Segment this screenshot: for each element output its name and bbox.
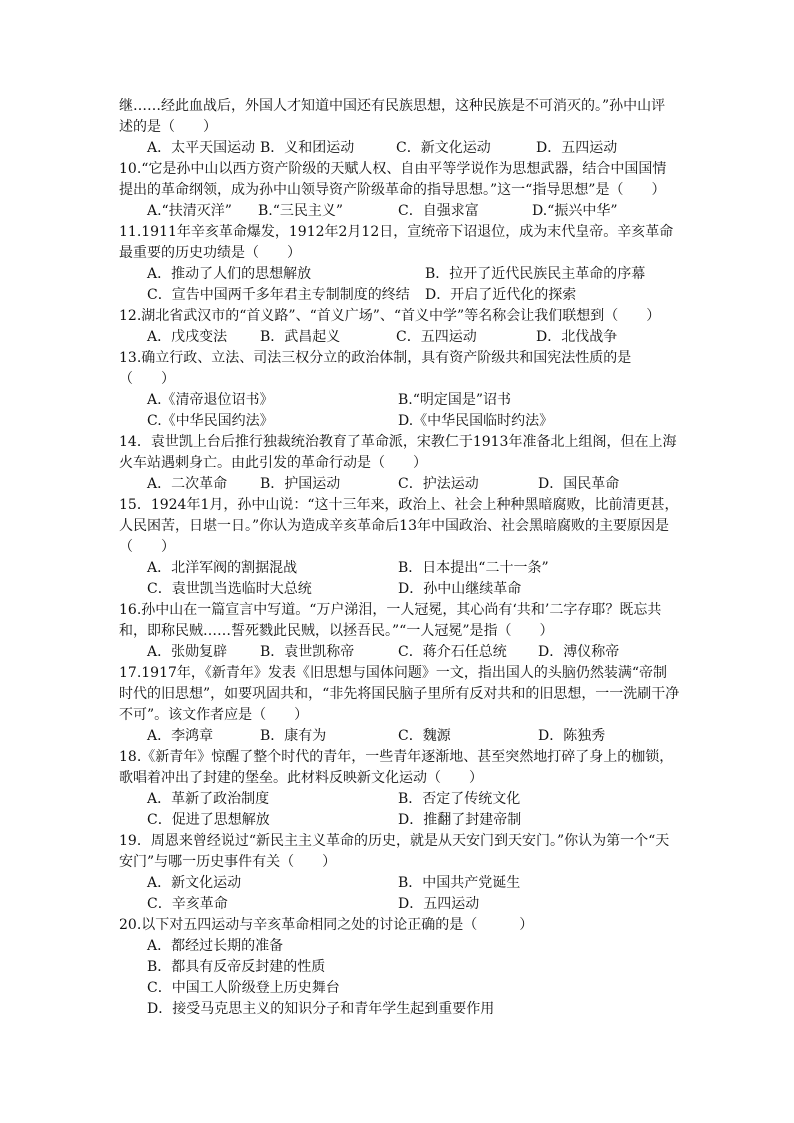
option: B.“明定国是”诏书 xyxy=(398,392,512,408)
text-line: （ ） xyxy=(119,539,175,555)
option: C．魏源 xyxy=(398,728,451,744)
option: A.“扶清灭洋” xyxy=(147,203,232,219)
option: D．北伐战争 xyxy=(536,329,618,345)
option: B．袁世凯称帝 xyxy=(260,644,355,660)
text-line: 歌唱着冲出了封建的堡垒。此材料反映新文化运动（ ） xyxy=(119,770,483,786)
option: A.《清帝退位诏书》 xyxy=(147,392,274,408)
option: A．戊戌变法 xyxy=(147,329,228,345)
option: B．中国共产党诞生 xyxy=(398,875,521,891)
option: D．五四运动 xyxy=(536,140,618,156)
option: B．日本提出“二十一条” xyxy=(398,560,549,576)
option: B．武昌起义 xyxy=(260,329,341,345)
option: D．五四运动 xyxy=(398,896,480,912)
option: A．推动了人们的思想解放 xyxy=(147,266,312,282)
option: C．新文化运动 xyxy=(396,140,491,156)
question-19: 19．周恩来曾经说过“新民主主义革命的历史，就是从天安门到天安门。”你认为第一个“天 xyxy=(119,833,670,849)
option: D．推翻了封建帝制 xyxy=(398,812,522,828)
option: A．都经过长期的准备 xyxy=(147,938,284,954)
question-18: 18.《新青年》惊醒了整个时代的青年，一些青年逐渐地、甚至突然地打碎了身上的枷锁， xyxy=(119,749,674,765)
text-line: 最重要的历史功绩是（ ） xyxy=(119,245,301,261)
question-11: 11.1911年辛亥革命爆发，1912年2月12日，宣统帝下诏退位，成为末代皇帝。辛亥革命 xyxy=(119,224,674,240)
option: A．革新了政治制度 xyxy=(147,791,270,807)
text-line: 安门”与哪一历史事件有关（ ） xyxy=(119,854,337,870)
option: C．促进了思想解放 xyxy=(147,812,270,828)
option: B．否定了传统文化 xyxy=(398,791,521,807)
text-line: 火车站遇刺身亡。由此引发的革命行动是（ ） xyxy=(119,455,427,471)
option: D.《中华民国临时约法》 xyxy=(398,413,554,429)
text-line: 时代的旧思想”，如要巩固共和，“非先将国民脑子里所有反对共和的旧思想，一一洗刷干净 xyxy=(119,686,680,702)
text-line: 述的是（ ） xyxy=(119,119,217,135)
option: D．国民革命 xyxy=(538,476,620,492)
option: B．义和团运动 xyxy=(260,140,355,156)
option: D．孙中山继续革命 xyxy=(398,581,522,597)
question-20: 20.以下对五四运动与辛亥革命相同之处的讨论正确的是（ ） xyxy=(119,917,534,933)
option: B．都具有反帝反封建的性质 xyxy=(147,959,326,975)
option: C．护法运动 xyxy=(398,476,479,492)
option: B．拉开了近代民族民主革命的序幕 xyxy=(425,266,646,282)
question-15: 15．1924年1月，孙中山说：“这十三年来，政治上、社会上种种黑暗腐败，比前清更甚， xyxy=(119,497,679,513)
question-17: 17.1917年，《新青年》发表《旧思想与国体问题》一文，指出国人的头脑仍然装满“帝制 xyxy=(119,665,668,681)
option: C．自强求富 xyxy=(398,203,479,219)
text-line: 不可”。该文作者应是（ ） xyxy=(119,707,309,723)
question-14: 14．袁世凯上台后推行独裁统治教育了革命派，宋教仁于1913年准备北上组阁，但在上海 xyxy=(119,434,677,450)
option: A．李鸿章 xyxy=(147,728,214,744)
question-16: 16.孙中山在一篇宣言中写道。“万户涕泪，一人冠冕，其心尚有‘共和’二字存耶？既忘共 xyxy=(119,602,662,618)
option: A．北洋军阀的割据混战 xyxy=(147,560,298,576)
text-line: （ ） xyxy=(119,371,175,387)
option: C．宣告中国两千多年君主专制制度的终结 xyxy=(147,287,410,303)
option: D.“振兴中华” xyxy=(532,203,618,219)
text-line: 提出的革命纲领，成为孙中山领导资产阶级革命的指导思想。”这一“指导思想”是（ ） xyxy=(119,182,666,198)
option: C．袁世凯当选临时大总统 xyxy=(147,581,312,597)
option: C．蒋介石任总统 xyxy=(398,644,507,660)
option: B．护国运动 xyxy=(260,476,341,492)
option: C．辛亥革命 xyxy=(147,896,228,912)
option: B.“三民主义” xyxy=(258,203,344,219)
question-10: 10.“它是孙中山以西方资产阶级的天赋人权、自由平等学说作为思想武器，结合中国国情 xyxy=(119,161,667,177)
option: C.《中华民国约法》 xyxy=(147,413,274,429)
question-12: 12.湖北省武汉市的“首义路”、“首义广场”、“首义中学”等名称会让我们联想到（ ） xyxy=(119,308,661,324)
option: A．太平天国运动 xyxy=(147,140,256,156)
option: D．接受马克思主义的知识分子和青年学生起到重要作用 xyxy=(147,1001,495,1017)
question-13: 13.确立行政、立法、司法三权分立的政治体制，具有资产阶级共和国宪法性质的是 xyxy=(119,350,632,366)
option: A．新文化运动 xyxy=(147,875,242,891)
option: C．中国工人阶级登上历史舞台 xyxy=(147,980,340,996)
text-line: 人民困苦，日堪一日。”你认为造成辛亥革命后13年中国政治、社会黑暗腐败的主要原因是 xyxy=(119,518,669,534)
option: D．开启了近代化的探索 xyxy=(425,287,577,303)
option: B．康有为 xyxy=(260,728,327,744)
option: D．陈独秀 xyxy=(538,728,606,744)
option: A．张勋复辟 xyxy=(147,644,228,660)
option: D．溥仪称帝 xyxy=(538,644,620,660)
text-line: 和，即称民贼……誓死戮此民贼，以拯吾民。”“一人冠冕”是指（ ） xyxy=(119,623,554,639)
text-line: 继……经此血战后，外国人才知道中国还有民族思想，这种民族是不可消灭的。”孙中山评 xyxy=(119,98,666,114)
option: A．二次革命 xyxy=(147,476,228,492)
option: C．五四运动 xyxy=(396,329,477,345)
